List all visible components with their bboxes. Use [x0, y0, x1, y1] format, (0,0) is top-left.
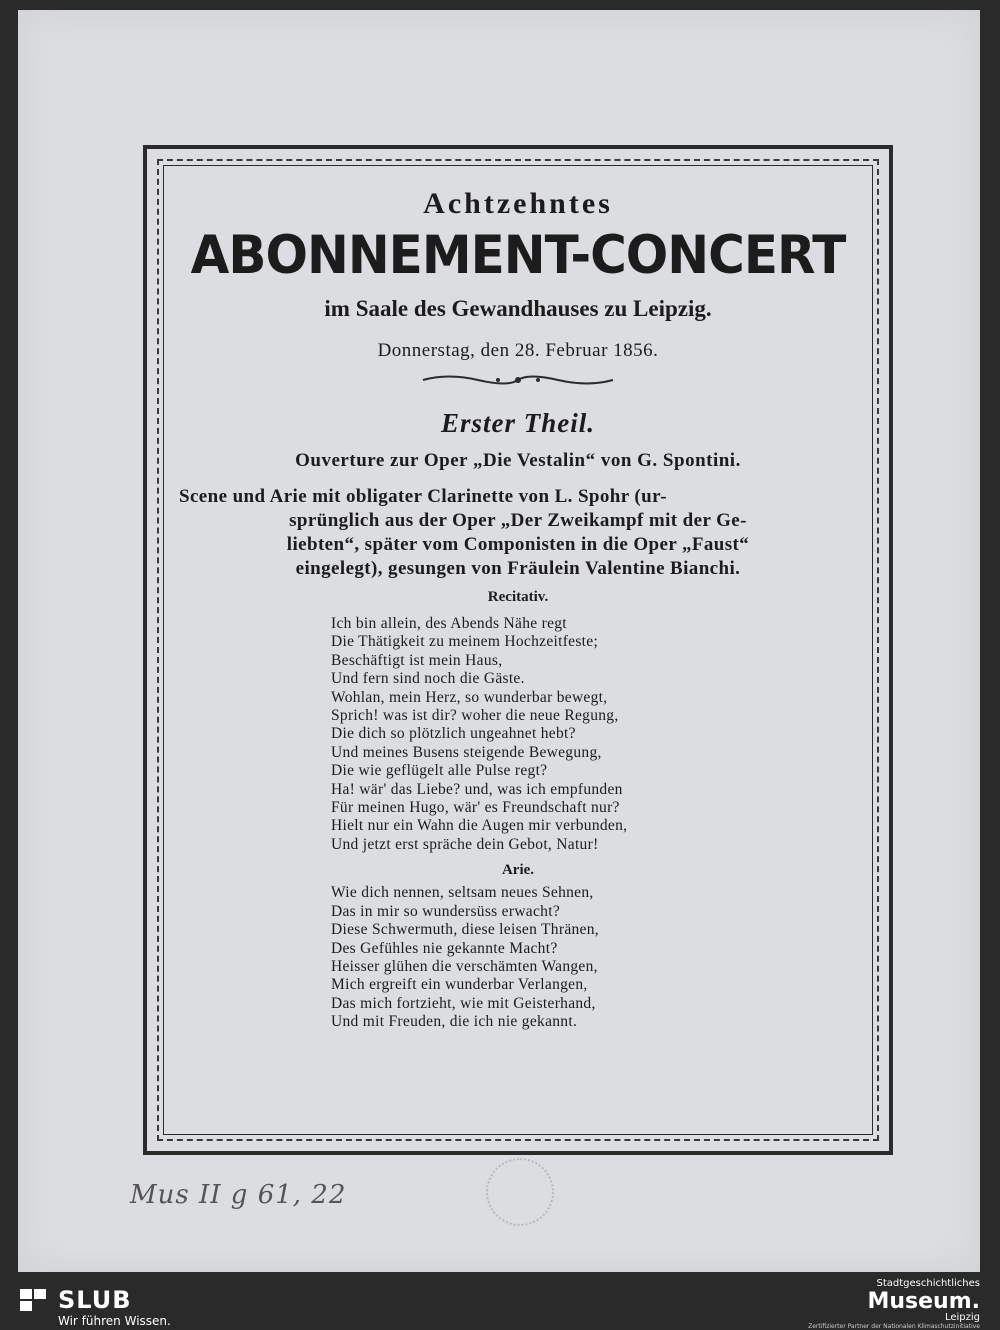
verse-line: Mich ergreift ein wunderbar Verlangen, — [331, 976, 588, 994]
museum-label-top: Stadtgeschichtliches — [876, 1278, 980, 1289]
program-item-overture: Ouverture zur Oper „Die Vestalin“ von G. Spontini. — [295, 450, 741, 471]
program-content — [177, 187, 859, 1032]
verse-line: Heisser glühen die verschämten Wangen, — [331, 957, 598, 975]
scene-line: eingelegt), gesungen von Fräulein Valentine Bianchi. — [295, 558, 741, 579]
museum-city: Leipzig — [944, 1312, 980, 1323]
library-stamp — [486, 1158, 554, 1226]
verse-line: Wohlan, mein Herz, so wunderbar bewegt, — [331, 688, 608, 706]
verse-line: Die Thätigkeit zu meinem Hochzeitfeste; — [331, 633, 599, 651]
scene-line: sprünglich aus der Oper „Der Zweikampf mit der Ge- — [289, 510, 747, 531]
slub-tagline: Wir führen Wissen. — [58, 1314, 171, 1328]
verse-line: Sprich! was ist dir? woher die neue Regung, — [331, 707, 619, 725]
verse-line: Für meinen Hugo, wär' es Freundschaft nur? — [331, 799, 620, 817]
verse-line: Und jetzt erst spräche dein Gebot, Natur! — [331, 835, 599, 853]
museum-brand[interactable]: Museum. — [867, 1289, 980, 1314]
verse-line: Beschäftigt ist mein Haus, — [331, 651, 503, 669]
scene-line: Scene und Arie mit obligater Clarinette von L. Spohr (ur- — [179, 486, 667, 507]
slub-logo-icon — [20, 1289, 48, 1311]
verse-line: Ich bin allein, des Abends Nähe regt — [331, 615, 567, 632]
scene-line: liebten“, später vom Componisten in die Oper „Faust“ — [286, 534, 750, 555]
verse-line: Des Gefühles nie gekannte Macht? — [331, 939, 558, 957]
verse-line: Wie dich nennen, seltsam neues Sehnen, — [331, 884, 594, 902]
program-item-scene — [177, 485, 859, 581]
arie-text — [331, 884, 859, 1031]
verse-line: Die dich so plötzlich ungeahnet hebt? — [331, 725, 576, 743]
verse-line: Diese Schwermuth, diese leisen Thränen, — [331, 921, 599, 939]
shelfmark-annotation: Mus II g 61, 22 — [130, 1180, 347, 1210]
verse-line: Hielt nur ein Wahn die Augen mir verbunden, — [331, 817, 628, 835]
verse-line: Und mit Freuden, die ich nie gekannt. — [331, 1013, 578, 1031]
verse-line: Und meines Busens steigende Bewegung, — [331, 743, 602, 761]
heading-main: ABONNEMENT-CONCERT — [190, 224, 846, 286]
museum-certification: Zertifizierter Partner der Nationalen Klimaschutzinitiative — [808, 1323, 980, 1330]
heading-ordinal: Achtzehntes — [423, 187, 613, 220]
section-title: Erster Theil. — [440, 408, 595, 438]
verse-line: Ha! wär' das Liebe? und, was ich empfunden — [331, 780, 623, 798]
viewer-footer — [0, 1272, 1000, 1329]
recitativ-text — [331, 615, 859, 854]
arie-label: Arie. — [501, 862, 535, 879]
ornamental-border — [143, 145, 893, 1155]
verse-line: Die wie geflügelt alle Pulse regt? — [331, 762, 548, 780]
verse-line: Und fern sind noch die Gäste. — [331, 670, 525, 688]
verse-line: Das mich fortzieht, wie mit Geisterhand, — [331, 994, 596, 1012]
document-page — [18, 10, 980, 1272]
slub-brand[interactable]: SLUB — [58, 1286, 132, 1314]
venue-line: im Saale des Gewandhauses zu Leipzig. — [324, 296, 712, 321]
recitativ-label: Recitativ. — [487, 589, 549, 605]
date-line: Donnerstag, den 28. Februar 1856. — [377, 340, 659, 361]
ornament-divider — [418, 371, 618, 389]
verse-line: Das in mir so wundersüss erwacht? — [331, 902, 561, 920]
